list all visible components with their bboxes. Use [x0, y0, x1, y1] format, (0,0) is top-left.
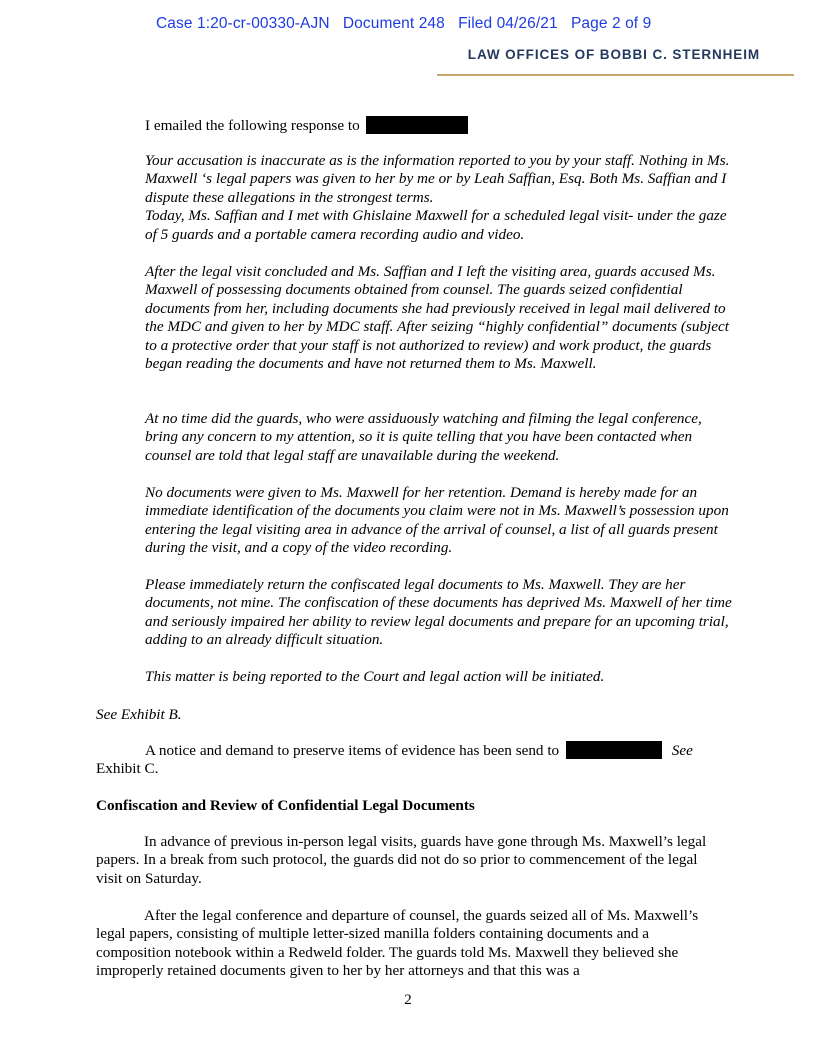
page-number: 2: [404, 992, 412, 1008]
quote-paragraph-6: This matter is being reported to the Court and legal action will be initiated.: [145, 668, 605, 685]
quote-paragraph-4: No documents were given to Ms. Maxwell for her retention. Demand is hereby made for an immediate identification of the documents you claim were not in Ms. Maxwell’s possession upon entering the legal visiting area in advance of the arrival of counsel, a list of all guards present during the visit, and a copy of the video recording.: [145, 484, 729, 557]
redaction-block: [566, 741, 662, 759]
paragraph-previous-visits: In advance of previous in-person legal visits, guards have gone through Ms. Maxwell’s legal papers. In a break from such protocol, the guards did not do so prior to commencement of the legal visit on Saturday.: [96, 833, 707, 887]
notice-exhibit-c: Exhibit C.: [96, 760, 159, 777]
quote-text: Today, Ms. Saffian and I met with Ghislaine Maxwell for a scheduled legal visit- under the gaze of 5 guards and a portable camera recording audio and video.: [145, 207, 727, 243]
notice-see: See: [671, 742, 693, 759]
quote-paragraph-1: [145, 152, 733, 244]
quote-paragraph-3: At no time did the guards, who were assiduously watching and filming the legal conference, bring any concern to my attention, so it is quite telling that you have been contacted when counsel are told that legal staff are unavailable during the weekend.: [145, 410, 702, 464]
intro-text: I emailed the following response to: [145, 117, 360, 134]
letterhead-rule: [437, 74, 794, 76]
quote-text: Your accusation is inaccurate as is the information reported to you by your staff. Nothing in Ms. Maxwell ‘s legal papers was given to her by me or by Leah Saffian, Esq. Both Ms. Saffian and I dispute these allegations in the strongest terms.: [145, 152, 730, 206]
notice-line: [145, 741, 725, 760]
intro-line: [145, 116, 745, 135]
notice-text: A notice and demand to preserve items of evidence has been send to: [145, 742, 560, 759]
paragraph-seizure: After the legal conference and departure of counsel, the guards seized all of Ms. Maxwell’s legal papers, consisting of multiple letter-sized manilla folders containing documents and a composition notebook within a Redweld folder. The guards told Ms. Maxwell they believed she improperly retained documents given to her by her attorneys and that this was a: [96, 907, 699, 980]
letterhead-firm-name: LAW OFFICES OF BOBBI C. STERNHEIM: [467, 47, 760, 62]
quote-paragraph-2: After the legal visit concluded and Ms. Saffian and I left the visiting area, guards accused Ms. Maxwell of possessing documents obtained from counsel. The guards seized confidential documents from her, including documents she had previously received in legal mail delivered to the MDC and given to her by MDC staff. After seizing “highly confidential” documents (subject to a protective order that your staff is not authorized to review) and work product, the guards began reading the documents and have not returned them to Ms. Maxwell.: [145, 263, 729, 373]
see-exhibit-b: See Exhibit B.: [96, 706, 182, 723]
section-heading: Confiscation and Review of Confidential Legal Documents: [96, 797, 475, 814]
ecf-header-stamp: Case 1:20-cr-00330-AJN Document 248 Filed 04/26/21 Page 2 of 9: [156, 15, 652, 32]
quote-paragraph-5: Please immediately return the confiscated legal documents to Ms. Maxwell. They are her documents, not mine. The confiscation of these documents has deprived Ms. Maxwell of her time and seriously impaired her ability to review legal documents and prepare for an upcoming trial, adding to an already difficult situation.: [145, 576, 732, 649]
redaction-block: [366, 116, 468, 134]
